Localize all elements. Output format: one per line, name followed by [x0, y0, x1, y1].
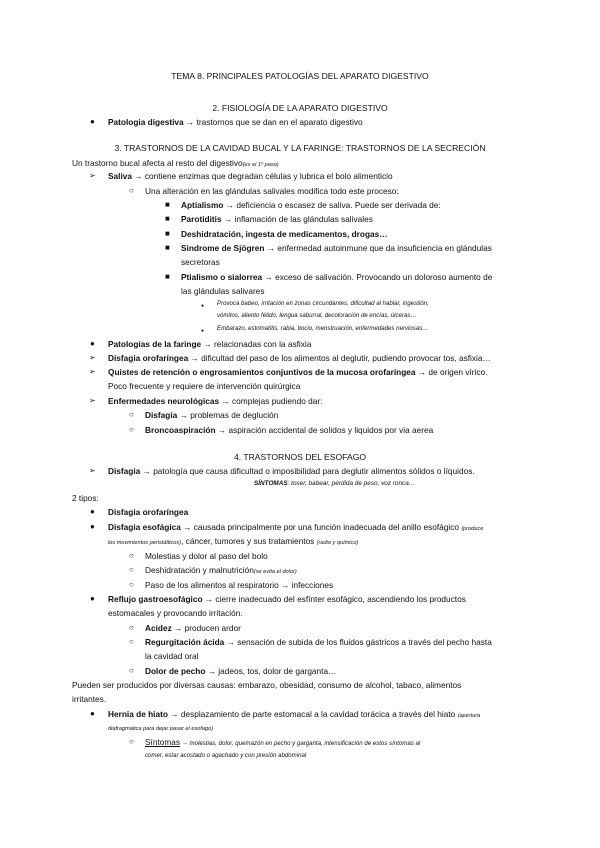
bullet-dot: ● — [201, 303, 205, 309]
symptoms-note: SÍNTOMAS: toser, babear, pérdida de peso, voz ronca… — [254, 480, 416, 487]
section-4-heading: 4. TRASTORNOS DEL ESOFAGO — [233, 452, 367, 462]
paragraph: Pueden ser producidos por diversas causas: embarazo, obesidad, consumo de alcohol, tabaco, alimentos — [72, 680, 462, 690]
circle-bullet-icon: ○ — [129, 623, 134, 632]
arrow-bullet-icon: ➢ — [89, 396, 96, 405]
list-item: Reflujo gastroesofágico → cierre inadecuado del esfínter esofágico, ascendiendo los productos — [108, 594, 466, 604]
list-item-continuation: los movimientos peristálticos), cáncer, tumores y sus tratamientos (radio y químico) — [108, 536, 359, 546]
bullet-dot: ● — [90, 522, 95, 531]
circle-bullet-icon: ○ — [129, 551, 134, 560]
list-item: Deshidratación y malnutrición(se evita el dolor) — [145, 565, 297, 575]
list-item: Ptialismo o sialorrea → exceso de salivación. Provocando un doloroso aumento de — [181, 272, 493, 282]
list-item-continuation: la cavidad oral — [145, 651, 199, 661]
arrow-bullet-icon: ➢ — [89, 466, 96, 475]
bullet-dot: ● — [90, 594, 95, 603]
list-item: Dolor de pecho → jadeos, tos, dolor de garganta… — [145, 666, 337, 676]
paragraph: irritantes. — [72, 694, 107, 704]
circle-bullet-icon: ○ — [129, 666, 134, 675]
square-bullet-icon: ■ — [165, 200, 170, 209]
square-bullet-icon: ■ — [165, 243, 170, 252]
section-3-heading: 3. TRASTORNOS DE LA CAVIDAD BUCAL Y LA FARINGE: TRASTORNOS DE LA SECRECIÓN — [114, 143, 486, 153]
document-title: TEMA 8. PRINCIPALES PATOLOGÍAS DEL APARATO DIGESTIVO — [171, 71, 429, 81]
list-item: Disfagia esofágica → causada principalmente por una función inadecuada del anillo esofágico (produce — [108, 522, 484, 532]
list-item-continuation: secretoras — [181, 257, 220, 267]
list-item: Acidez → producen ardor — [145, 623, 241, 633]
arrow-bullet-icon: ➢ — [89, 171, 96, 180]
list-item: Paso de los alimentos al respiratorio → infecciones — [145, 580, 334, 590]
list-item: Patologia digestiva → trastornos que se dan en el aparato digestivo — [108, 117, 363, 127]
list-item-continuation: las glándulas salivares — [181, 286, 265, 296]
list-item: Disfagia orofaríngea — [108, 507, 189, 517]
list-item: Quistes de retención o engrosamientos conjuntivos de la mucosa orofaríngea → de origen vírico. — [108, 367, 488, 377]
list-item: Hernia de hiato → desplazamiento de parte estomacal a la cavidad torácica a través del hiato (apertura — [108, 709, 481, 719]
square-bullet-icon: ■ — [165, 229, 170, 238]
list-item: Enfermedades neurológicas → complejas pudiendo dar: — [108, 396, 323, 406]
list-item-continuation: Poco frecuente y requiere de intervención quirúrgica — [108, 381, 301, 391]
list-item: Parotiditis → inflamación de las glándulas salivales — [181, 214, 373, 224]
circle-bullet-icon: ○ — [129, 410, 134, 419]
list-item: Molestias y dolor al paso del bolo — [145, 551, 268, 561]
list-item: Disfagia orofaríngea → dificultad del paso de los alimentos al deglutir, pudiendo provocar tos, asfixia… — [108, 353, 491, 363]
list-item: Deshidratación, ingesta de medicamentos, drogas… — [181, 229, 388, 239]
square-bullet-icon: ■ — [165, 214, 170, 223]
list-item-continuation: diafragmatica para dejar pasar el esofago) — [108, 726, 214, 732]
circle-bullet-icon: ○ — [129, 565, 134, 574]
paragraph: 2 tipos: — [72, 493, 99, 503]
square-bullet-icon: ■ — [165, 272, 170, 281]
circle-bullet-icon: ○ — [129, 737, 134, 746]
arrow-bullet-icon: ➢ — [89, 353, 96, 362]
bullet-dot: ● — [201, 328, 205, 334]
note: Embarazo, estomatitis, rabia, bocio, menstruación, enfermedades nerviosas… — [217, 325, 429, 332]
list-item: Disfagia → patología que causa dificultad o imposibilidad para deglutir alimentos sólidos o líquidos. — [108, 466, 475, 476]
bullet-dot: ● — [90, 117, 95, 126]
circle-bullet-icon: ○ — [129, 637, 134, 646]
section-2-heading: 2. FISIOLOGÍA DE LA APARATO DIGESTIVO — [212, 103, 388, 113]
list-item: Patologías de la faringe → relacionadas con la asfixia — [108, 339, 312, 349]
bullet-dot: ● — [90, 709, 95, 718]
list-item: Saliva → contiene enzimas que degradan células y lubrica el bolo alimenticio — [108, 171, 393, 181]
list-item: Disfagia → problemas de deglución — [145, 410, 279, 420]
circle-bullet-icon: ○ — [129, 580, 134, 589]
note: Provoca babeo, irritación en zonas circundantes, dificultad al hablar, ingestión, — [217, 300, 429, 307]
list-item: Aptialismo → deficiencia o escasez de saliva. Puede ser derivada de: — [181, 200, 441, 210]
bullet-dot: ● — [90, 507, 95, 516]
paragraph: Un trastorno bucal afecta al resto del digestivo(es el 1º paso) — [72, 158, 279, 168]
list-item: Sindrome de Sjögren → enfermedad autoinmune que da insuficiencia en glándulas — [181, 243, 492, 253]
list-item-continuation: estomacales y provocando irritación. — [108, 608, 243, 618]
note: vómitos, aliento fétido, lengua saburral, decoloración de encías, úlceras… — [217, 312, 417, 319]
circle-bullet-icon: ○ — [129, 186, 134, 195]
list-item: Síntomas → molestias, dolor, quemazón en pecho y garganta, intensificación de estos síntomas al — [145, 737, 421, 747]
list-item-continuation: comer, estar acostado o agachado y con presión abdominal — [145, 752, 307, 759]
list-item: Regurgitación ácida → sensación de subida de los fluidos gástricos a través del pecho hasta — [145, 637, 492, 647]
circle-bullet-icon: ○ — [129, 425, 134, 434]
list-item: Broncoaspiración → aspiración accidental de solidos y liquidos por via aerea — [145, 425, 434, 435]
bullet-dot: ● — [90, 339, 95, 348]
list-item: Una alteración en las glándulas salivales modifica todo este proceso: — [145, 186, 399, 196]
arrow-bullet-icon: ➢ — [89, 367, 96, 376]
